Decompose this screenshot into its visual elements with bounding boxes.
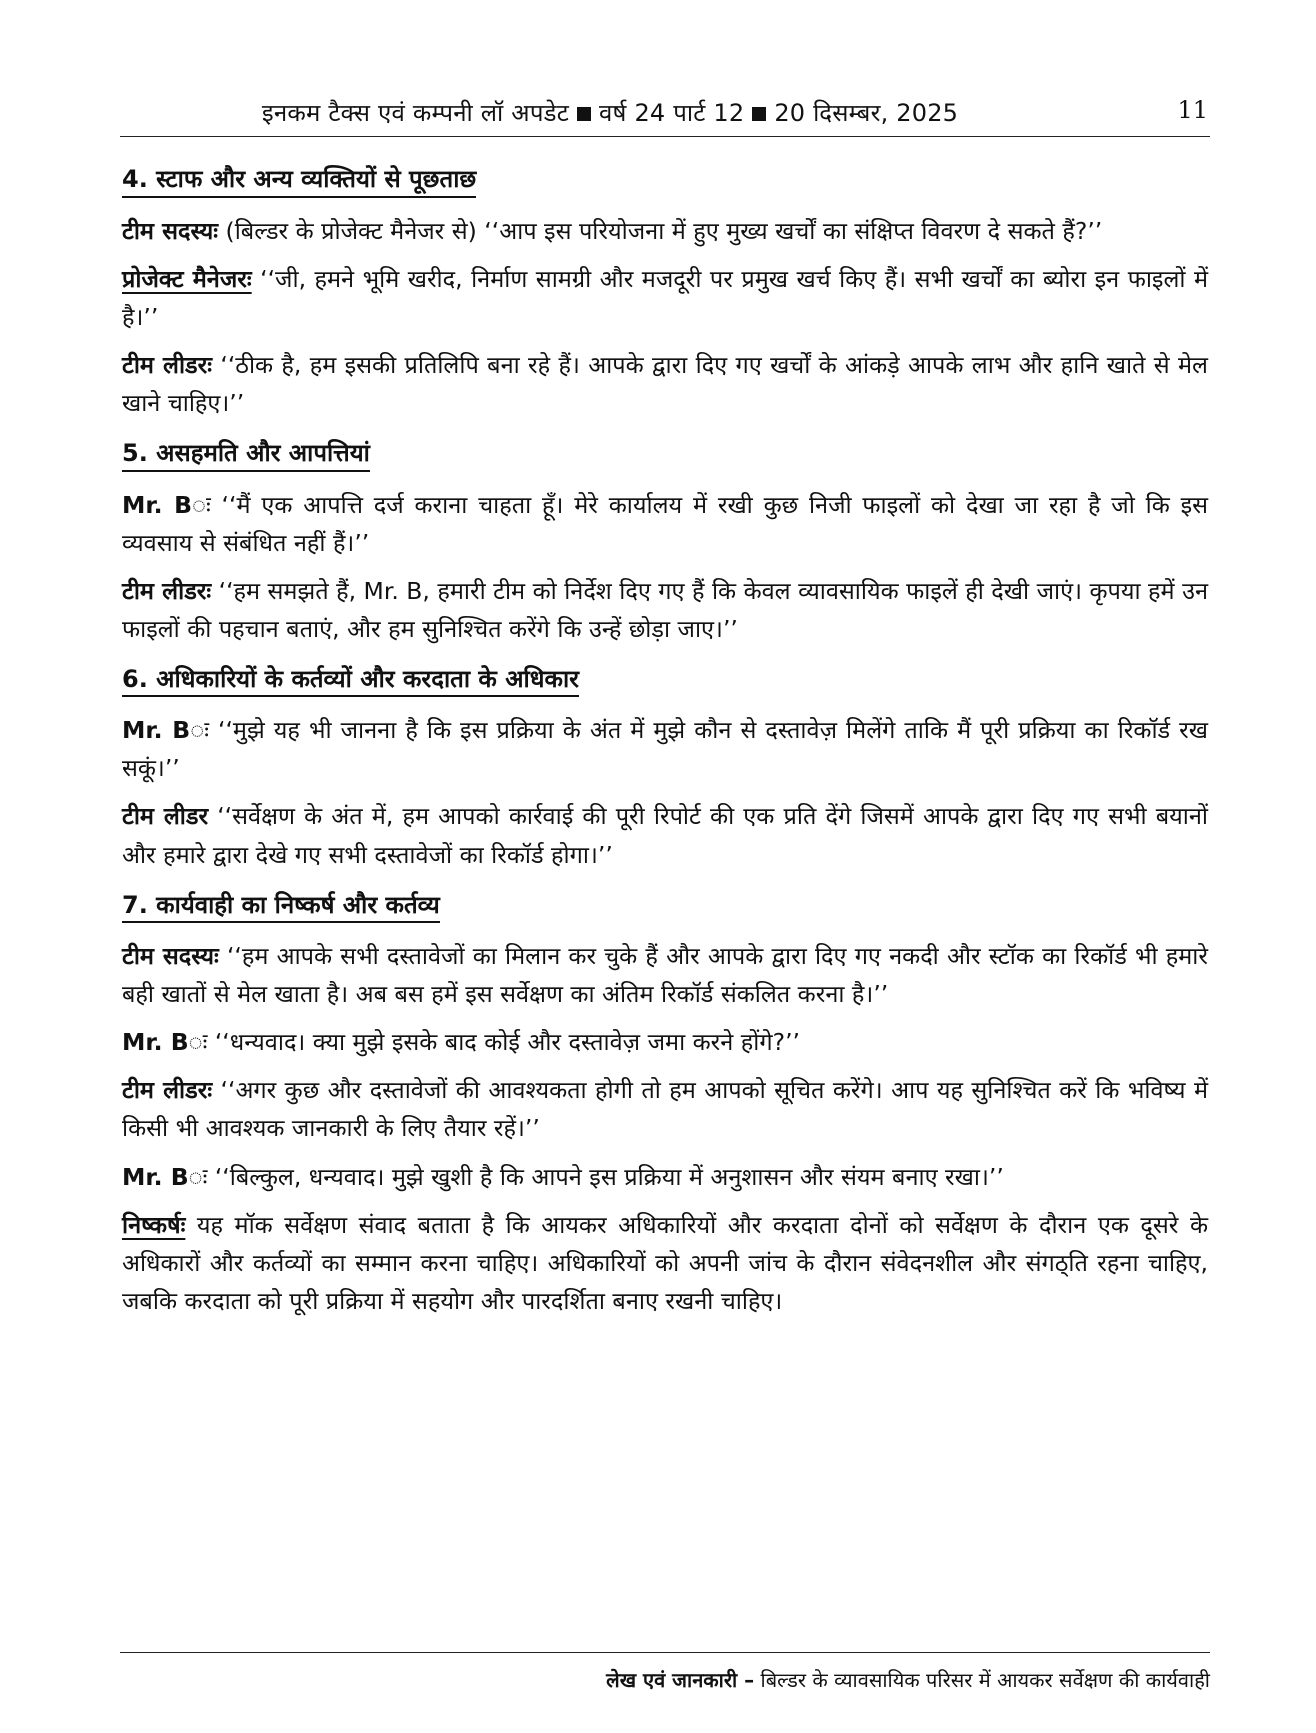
dialogue-text: ः ‘‘मुझे यह भी जानना है कि इस प्रक्रिया के अंत में मुझे कौन से दस्तावेज़ मिलेंगे ताकि मैं पूरी प्रक्रिया का रिकॉर्ड रख सकूं।’’ <box>122 716 1208 783</box>
section-4 <box>122 160 1208 422</box>
journal-title <box>120 96 1100 129</box>
dialogue-paragraph <box>122 486 1208 562</box>
dialogue-paragraph <box>122 346 1208 422</box>
speaker-label: टीम सदस्यः <box>122 216 219 245</box>
dialogue-paragraph <box>122 212 1208 250</box>
dialogue-text: ‘‘सर्वेक्षण के अंत में, हम आपको कार्रवाई की पूरी रिपोर्ट की एक प्रति देंगे जिसमें आपके द्वारा दिए गए सभी बयानों और हमारे द्वारा देखे गए सभी दस्तावेजों का रिकॉर्ड होगा।’’ <box>122 802 1208 869</box>
dialogue-text: ः ‘‘मैं एक आपत्ति दर्ज कराना चाहता हूँ। मेरे कार्यालय में रखी कुछ निजी फाइलों को देखा जा रहा है जो कि इस व्यवसाय से संबंधित नहीं हैं।’’ <box>122 490 1208 557</box>
journal-name: इनकम टैक्स एवं कम्पनी लॉ अपडेट <box>261 99 569 127</box>
page-number: 11 <box>1177 96 1208 124</box>
dialogue-text: ‘‘जी, हमने भूमि खरीद, निर्माण सामग्री और मजदूरी पर प्रमुख खर्च किए हैं। सभी खर्चों का ब्योरा इन फाइलों में है।’’ <box>122 264 1208 331</box>
speaker-label: प्रोजेक्ट मैनेजरः <box>122 264 252 293</box>
conclusion-text: यह मॉक सर्वेक्षण संवाद बताता है कि आयकर अधिकारियों और करदाता दोनों को सर्वेक्षण के दौरान एक दूसरे के अधिकारों और कर्तव्यों का सम्मान करना चाहिए। अधिकारियों को अपनी जांच के दौरान संवेदनशील और संगठ्ति रहना चाहिए, जबकि करदाता को पूरी प्रक्रिया में सहयोग और पारदर्शिता बनाए रखनी चाहिए। <box>122 1210 1208 1315</box>
speaker-label: टीम सदस्यः <box>122 942 219 971</box>
dialogue-paragraph <box>122 260 1208 336</box>
dialogue-text: ः ‘‘धन्यवाद। क्या मुझे इसके बाद कोई और दस्तावेज़ जमा करने होंगे?’’ <box>188 1028 801 1057</box>
dialogue-paragraph <box>122 1071 1208 1147</box>
footer-category: लेख एवं जानकारी – <box>606 1668 755 1692</box>
section-7 <box>122 884 1208 1320</box>
dialogue-paragraph <box>122 1158 1208 1196</box>
dialogue-text: (बिल्डर के प्रोजेक्ट मैनेजर से) ‘‘आप इस परियोजना में हुए मुख्य खर्चों का संक्षिप्त विवरण दे सकते हैं?’’ <box>218 216 1103 245</box>
speaker-label: Mr. B <box>122 716 191 745</box>
issue-volume: वर्ष 24 पार्ट 12 <box>599 99 745 127</box>
speaker-label: Mr. B <box>122 490 193 519</box>
speaker-label: टीम लीडर <box>122 802 209 831</box>
conclusion-paragraph <box>122 1206 1208 1320</box>
speaker-label: टीम लीडरः <box>122 1076 213 1105</box>
dialogue-text: ‘‘ठीक है, हम इसकी प्रतिलिपि बना रहे हैं। आपके द्वारा दिए गए खर्चों के आंकड़े आपके लाभ और हानि खाते से मेल खाने चाहिए।’’ <box>122 350 1208 417</box>
issue-date: 20 दिसम्बर, 2025 <box>774 99 959 127</box>
footer-article-title: बिल्डर के व्यावसायिक परिसर में आयकर सर्वेक्षण की कार्यवाही <box>760 1668 1210 1692</box>
dialogue-text: ‘‘अगर कुछ और दस्तावेजों की आवश्यकता होगी तो हम आपको सूचित करेंगे। आप यह सुनिश्चित करें कि भविष्य में किसी भी आवश्यक जानकारी के लिए तैयार रहें।’’ <box>122 1076 1208 1143</box>
speaker-label: टीम लीडरः <box>122 576 212 605</box>
dialogue-paragraph <box>122 572 1208 648</box>
dialogue-paragraph <box>122 937 1208 1013</box>
section-heading: 4. स्टाफ और अन्य व्यक्तियों से पूछताछ <box>122 166 476 198</box>
dialogue-text: ‘‘हम आपके सभी दस्तावेजों का मिलान कर चुके हैं और आपके द्वारा दिए गए नकदी और स्टॉक का रिकॉर्ड भी हमारे बही खातों से मेल खाता है। अब बस हमें इस सर्वेक्षण का अंतिम रिकॉर्ड संकलित करना है।’’ <box>122 942 1208 1009</box>
speaker-label: टीम लीडरः <box>122 350 212 379</box>
section-heading: 6. अधिकारियों के कर्तव्यों और करदाता के अधिकार <box>122 666 579 698</box>
section-heading: 7. कार्यवाही का निष्कर्ष और कर्तव्य <box>122 892 440 924</box>
section-5 <box>122 432 1208 648</box>
footer-divider <box>120 1652 1210 1653</box>
running-header <box>120 92 1210 137</box>
article-body <box>122 160 1208 1330</box>
conclusion-label: निष्कर्षः <box>122 1210 186 1239</box>
dialogue-text: ‘‘हम समझते हैं, Mr. B, हमारी टीम को निर्देश दिए गए हैं कि केवल व्यावसायिक फाइलें ही देखी जाएं। कृपया हमें उन फाइलों की पहचान बताएं, और हम सुनिश्चित करेंगे कि उन्हें छोड़ा जाए।’’ <box>122 576 1208 643</box>
dialogue-paragraph <box>122 1023 1208 1061</box>
square-bullet-icon <box>752 107 766 121</box>
running-footer <box>606 1666 1210 1693</box>
speaker-label: Mr. B <box>122 1028 189 1057</box>
dialogue-paragraph <box>122 711 1208 787</box>
square-bullet-icon <box>577 107 591 121</box>
section-heading: 5. असहमति और आपत्तियां <box>122 440 370 472</box>
section-6 <box>122 658 1208 874</box>
speaker-label: Mr. B <box>122 1162 189 1191</box>
dialogue-text: ः ‘‘बिल्कुल, धन्यवाद। मुझे खुशी है कि आपने इस प्रक्रिया में अनुशासन और संयम बनाए रखा।’’ <box>188 1162 1004 1191</box>
dialogue-paragraph <box>122 797 1208 873</box>
